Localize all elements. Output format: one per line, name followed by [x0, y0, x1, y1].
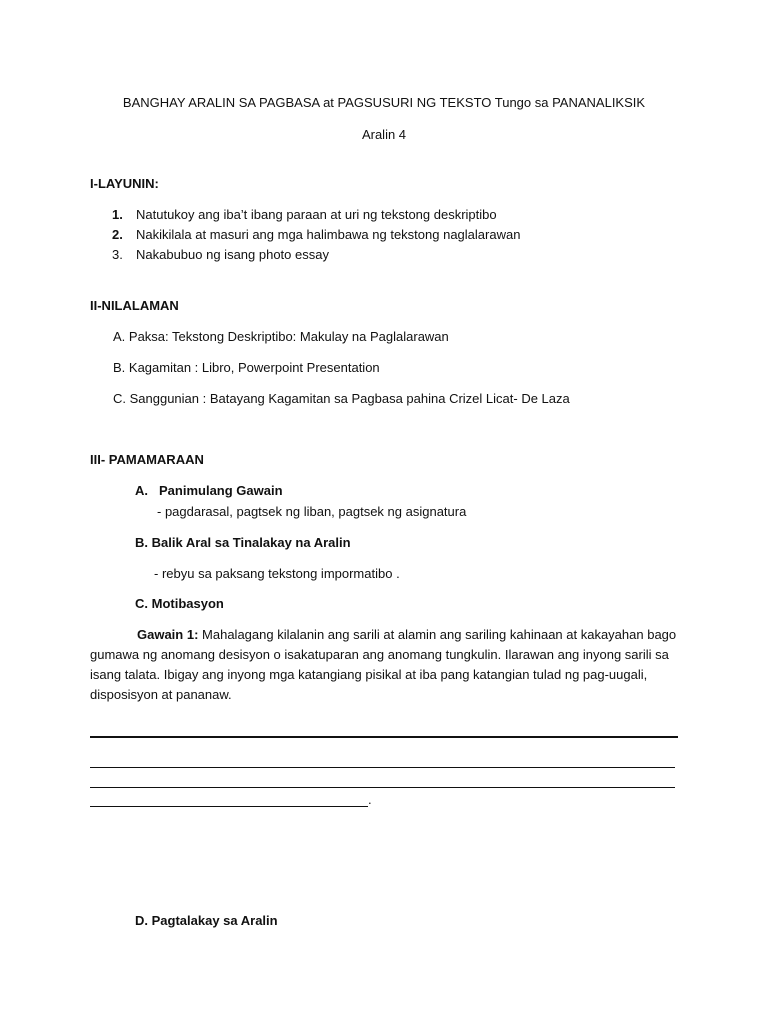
- pagtalakay-heading: D. Pagtalakay sa Aralin: [135, 913, 278, 928]
- objective-number: 1.: [112, 207, 123, 222]
- section-letter: A.: [135, 483, 148, 498]
- gawain-lead: Gawain 1:: [137, 627, 199, 642]
- motibasyon-heading: C. Motibasyon: [135, 596, 224, 611]
- lesson-number: Aralin 4: [361, 127, 407, 142]
- panimulang-gawain-heading: [135, 483, 283, 499]
- kagamitan-line: B. Kagamitan : Libro, Powerpoint Presentation: [113, 360, 380, 375]
- nilalaman-heading: II-NILALAMAN: [90, 298, 179, 313]
- answer-line: [90, 787, 675, 788]
- sanggunian-line: C. Sanggunian : Batayang Kagamitan sa Pagbasa pahina Crizel Licat- De Laza: [113, 391, 570, 406]
- answer-end-period: .: [368, 792, 372, 807]
- objective-text: Nakabubuo ng isang photo essay: [136, 247, 329, 262]
- layunin-heading: I-LAYUNIN:: [90, 176, 159, 191]
- answer-line: [90, 736, 678, 738]
- objective-item: [112, 207, 497, 223]
- pamamaraan-heading: III- PAMAMARAAN: [90, 452, 204, 467]
- document-title: BANGHAY ARALIN SA PAGBASA at PAGSUSURI NG TEKSTO Tungo sa PANANALIKSIK: [122, 95, 646, 110]
- answer-line: [90, 767, 675, 768]
- objective-item: [112, 227, 520, 243]
- gawain-paragraph: [90, 625, 680, 705]
- section-label: Panimulang Gawain: [159, 483, 283, 498]
- objective-text: Nakikilala at masuri ang mga halimbawa ng tekstong naglalarawan: [136, 227, 521, 242]
- objective-number: 2.: [112, 227, 123, 242]
- answer-line: [90, 806, 368, 807]
- objective-text: Natutukoy ang iba’t ibang paraan at uri ng tekstong deskriptibo: [136, 207, 497, 222]
- objective-item: [112, 247, 329, 263]
- objective-number: 3.: [112, 247, 123, 262]
- gawain-text: Mahalagang kilalanin ang sarili at alamin ang sariling kahinaan at kakayahan bago gumawa ng anomang desisyon o isakatuparan ang anomang tungkulin. Ilarawan ang inyong sarili sa isang talata. Ibigay ang inyong mga katangiang pisikal at iba pang katangian tulad ng pag-uugali, disposisyon at pananaw.: [90, 627, 677, 702]
- paksa-line: A. Paksa: Tekstong Deskriptibo: Makulay na Paglalarawan: [113, 329, 449, 344]
- panimulang-gawain-detail: - pagdarasal, pagtsek ng liban, pagtsek ng asignatura: [157, 504, 467, 519]
- balik-aral-detail: - rebyu sa paksang tekstong impormatibo .: [154, 566, 400, 581]
- balik-aral-heading: B. Balik Aral sa Tinalakay na Aralin: [135, 535, 351, 550]
